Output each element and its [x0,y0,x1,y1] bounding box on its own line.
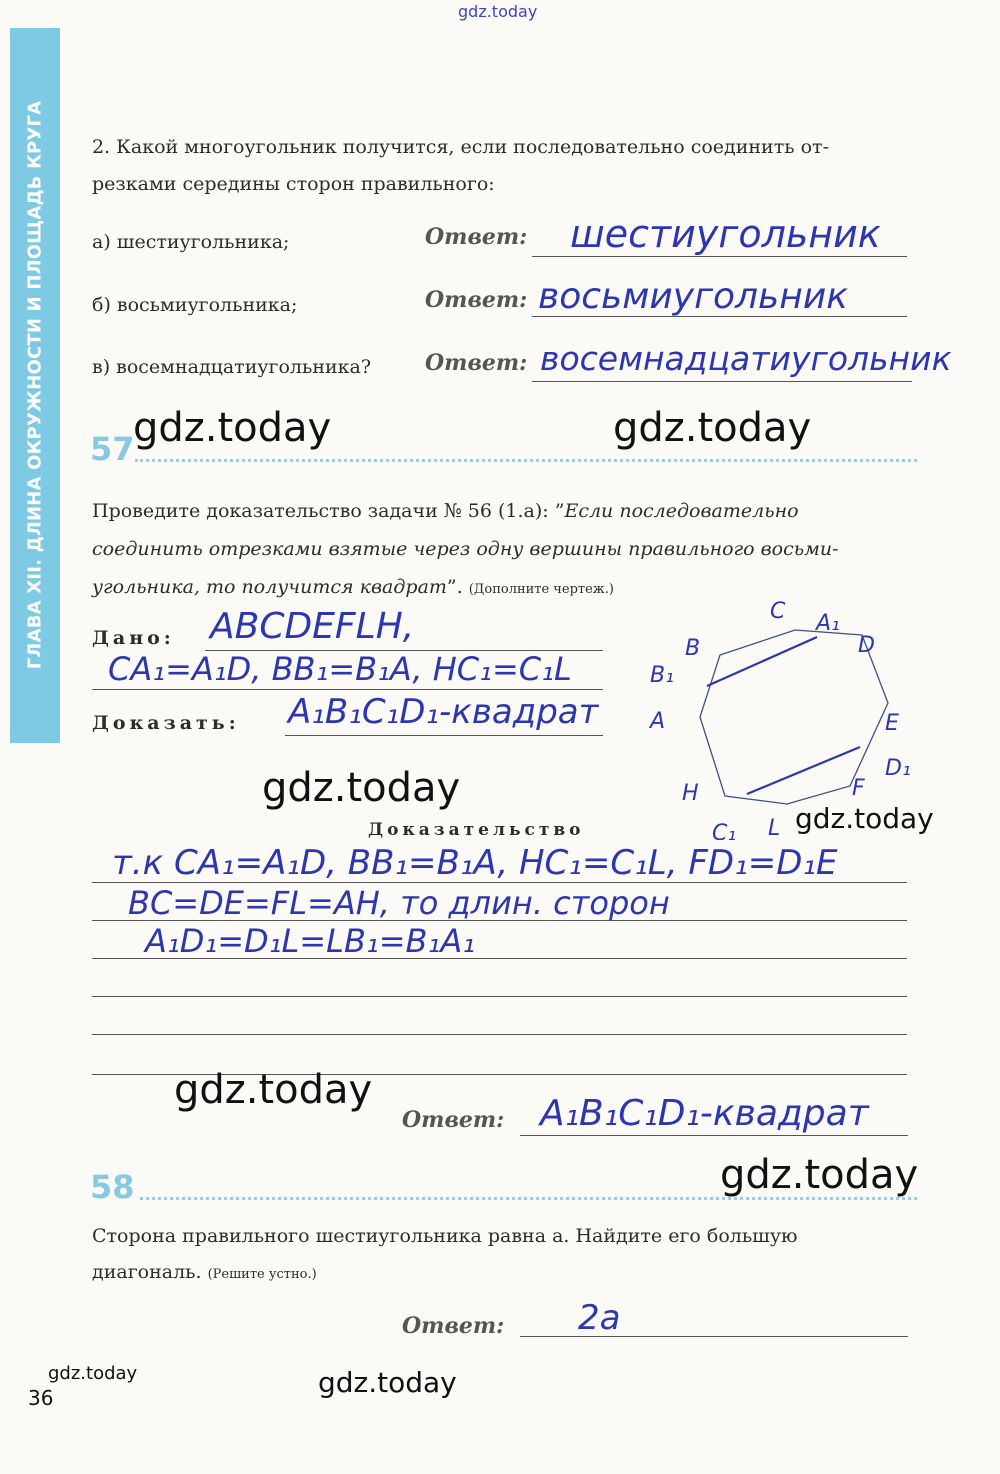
proof-line3: A₁D₁=D₁L=LB₁=B₁A₁ [145,922,476,960]
answer-line [285,735,603,736]
task58-answer: 2a [578,1298,621,1338]
segment-c1-d1 [747,747,860,794]
task2-item-c-label: в) восемнадцатиугольника? [92,356,372,378]
label-e: E [885,711,899,736]
task2-item-a-answer: шестиугольник [570,212,881,256]
task2-item-b-answer: восьмиугольник [538,276,848,317]
watermark: gdz.today [133,405,332,451]
label-c1: C₁ [712,821,737,840]
label-d1: D₁ [885,756,911,781]
label-h: H [682,781,699,806]
answer-label: Ответ: [425,224,528,250]
label-l: L [768,816,781,840]
label-c: C [770,599,786,624]
answer-line [520,1135,908,1136]
task2-item-b-label: б) восьмиугольника; [92,294,298,316]
answer-label: Ответ: [402,1107,505,1133]
proof-title: Доказательство [368,820,585,840]
watermark: gdz.today [795,802,934,835]
label-b: B [685,636,701,661]
task2-question-line2: резками середины сторон правильного: [92,173,495,195]
task57-text-line3: угольника, то получится квадрат”. (Дополните чертеж.) [92,576,614,598]
proof-line1: т.к CA₁=A₁D, BB₁=B₁A, HC₁=C₁L, FD₁=D₁E [112,843,838,883]
given-line1: ABCDEFLH, [210,606,415,647]
task-divider [135,459,917,462]
watermark: gdz.today [262,765,461,811]
watermark: gdz.today [613,405,812,451]
task2-item-a-label: а) шестиугольника; [92,231,290,253]
ruled-line [92,996,907,997]
task57-text-line1: Проведите доказательство задачи № 56 (1.а): ”Если последовательно [92,500,799,522]
answer-label: Ответ: [402,1313,505,1339]
label-d: D [858,633,875,658]
label-a: A [650,709,666,734]
prove-label: Доказать: [92,712,240,734]
answer-line [532,256,907,257]
watermark: gdz.today [48,1363,138,1384]
label-f: F [852,776,865,801]
proof-line2: BC=DE=FL=AH, то длин. сторон [128,884,670,922]
watermark: gdz.today [318,1366,457,1399]
label-b1: B₁ [650,663,674,688]
task57-text-line2: соединить отрезками взятые через одну вершины правильного восьми- [92,538,839,560]
given-label: Дано: [92,627,175,649]
watermark: gdz.today [720,1152,919,1198]
segment-b1-a1 [707,637,817,686]
answer-line [92,689,603,690]
task-number: 57 [90,430,135,468]
prove-value: A₁B₁C₁D₁-квадрат [288,692,599,732]
task2-item-c-answer: восемнадцатиугольник [540,339,952,378]
answer-line [532,381,912,382]
watermark: gdz.today [458,2,538,21]
answer-label: Ответ: [425,350,528,376]
given-line2: CA₁=A₁D, BB₁=B₁A, HC₁=C₁L [108,650,572,688]
ruled-line [92,1034,907,1035]
answer-label: Ответ: [425,287,528,313]
label-a1: A₁ [816,611,840,636]
page-number: 36 [28,1386,54,1410]
watermark: gdz.today [174,1067,373,1113]
task-number: 58 [90,1168,135,1206]
task58-text-line2: диагональ. (Решите устно.) [92,1261,317,1283]
task57-answer: A₁B₁C₁D₁-квадрат [540,1093,869,1134]
chapter-title: ГЛАВА XII. ДЛИНА ОКРУЖНОСТИ И ПЛОЩАДЬ КРУГА [24,100,46,670]
task58-text-line1: Сторона правильного шестиугольника равна a. Найдите его большую [92,1225,798,1247]
task2-question-line1: 2. Какой многоугольник получится, если последовательно соединить от- [92,136,829,158]
